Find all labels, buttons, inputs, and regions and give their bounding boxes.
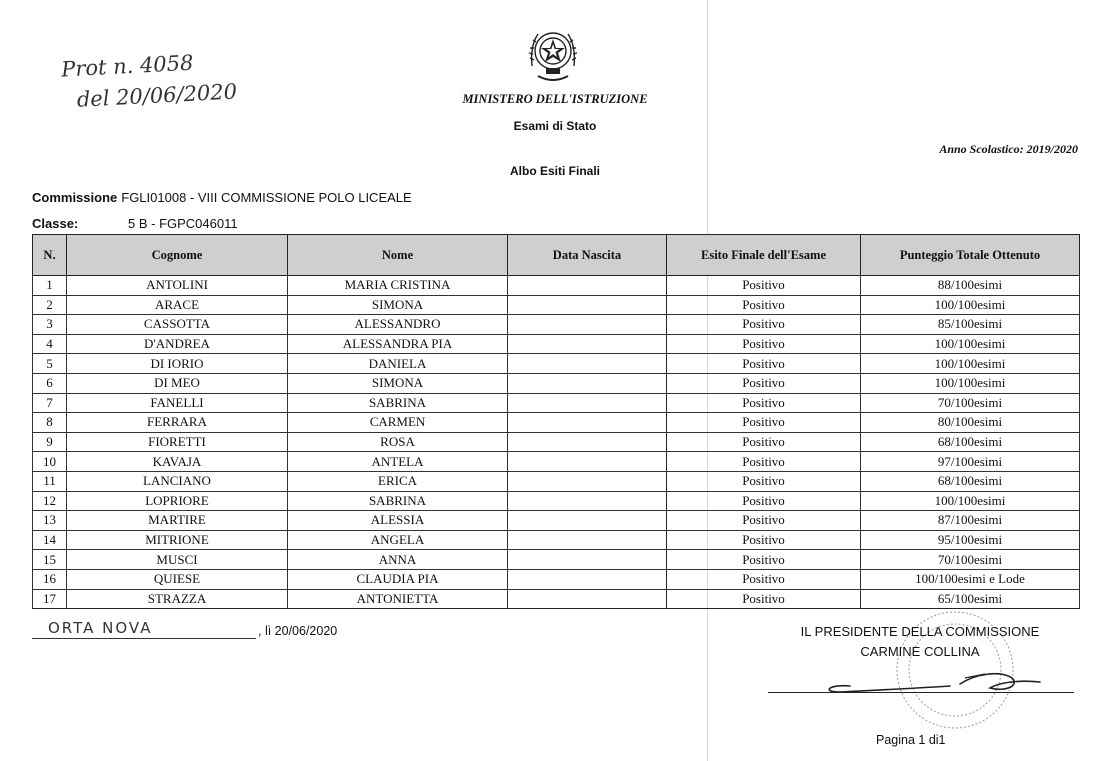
- cell-surname: MUSCI: [67, 550, 288, 570]
- cell-number: 12: [33, 491, 67, 511]
- cell-number: 1: [33, 276, 67, 296]
- italian-republic-emblem-icon: [526, 26, 580, 86]
- header-first-name: Nome: [288, 235, 508, 276]
- cell-final-result: Positivo: [667, 295, 861, 315]
- cell-total-score: 88/100esimi: [861, 276, 1080, 296]
- table-row: [33, 334, 1080, 354]
- commission-line: [32, 190, 412, 205]
- cell-final-result: Positivo: [667, 530, 861, 550]
- cell-first-name: ANNA: [288, 550, 508, 570]
- cell-number: 6: [33, 373, 67, 393]
- cell-total-score: 80/100esimi: [861, 413, 1080, 433]
- cell-final-result: Positivo: [667, 432, 861, 452]
- cell-total-score: 97/100esimi: [861, 452, 1080, 472]
- cell-number: 2: [33, 295, 67, 315]
- cell-first-name: ANGELA: [288, 530, 508, 550]
- page-number: Pagina 1 di1: [876, 733, 946, 747]
- table-row: [33, 452, 1080, 472]
- cell-number: 13: [33, 511, 67, 531]
- cell-first-name: ALESSANDRO: [288, 315, 508, 335]
- cell-birth-date: [508, 589, 667, 609]
- results-table: [32, 234, 1080, 609]
- cell-birth-date: [508, 530, 667, 550]
- cell-total-score: 100/100esimi: [861, 334, 1080, 354]
- cell-surname: CASSOTTA: [67, 315, 288, 335]
- cell-birth-date: [508, 471, 667, 491]
- cell-birth-date: [508, 452, 667, 472]
- cell-final-result: Positivo: [667, 354, 861, 374]
- cell-surname: FIORETTI: [67, 432, 288, 452]
- table-row: [33, 315, 1080, 335]
- cell-total-score: 70/100esimi: [861, 393, 1080, 413]
- cell-surname: MITRIONE: [67, 530, 288, 550]
- table-row: [33, 393, 1080, 413]
- signature-line: [768, 692, 1074, 693]
- cell-first-name: SABRINA: [288, 491, 508, 511]
- commission-value: FGLI01008 - VIII COMMISSIONE POLO LICEALE: [121, 190, 412, 205]
- protocol-number: Prot n. 4058: [60, 50, 194, 82]
- table-row: [33, 530, 1080, 550]
- president-title: IL PRESIDENTE DELLA COMMISSIONE: [800, 624, 1040, 639]
- cell-total-score: 100/100esimi: [861, 373, 1080, 393]
- signing-date: , lì 20/06/2020: [258, 624, 338, 638]
- president-block: [760, 622, 1080, 662]
- cell-number: 11: [33, 471, 67, 491]
- cell-number: 3: [33, 315, 67, 335]
- cell-surname: D'ANDREA: [67, 334, 288, 354]
- cell-number: 15: [33, 550, 67, 570]
- cell-birth-date: [508, 550, 667, 570]
- cell-number: 9: [33, 432, 67, 452]
- cell-surname: ARACE: [67, 295, 288, 315]
- cell-birth-date: [508, 569, 667, 589]
- cell-first-name: MARIA CRISTINA: [288, 276, 508, 296]
- cell-final-result: Positivo: [667, 276, 861, 296]
- cell-total-score: 100/100esimi: [861, 354, 1080, 374]
- cell-final-result: Positivo: [667, 589, 861, 609]
- table-row: [33, 569, 1080, 589]
- cell-total-score: 68/100esimi: [861, 471, 1080, 491]
- cell-final-result: Positivo: [667, 334, 861, 354]
- table-row: [33, 373, 1080, 393]
- table-row: [33, 471, 1080, 491]
- cell-number: 17: [33, 589, 67, 609]
- class-line: [32, 216, 238, 231]
- cell-surname: FANELLI: [67, 393, 288, 413]
- cell-surname: QUIESE: [67, 569, 288, 589]
- cell-first-name: SIMONA: [288, 373, 508, 393]
- cell-birth-date: [508, 393, 667, 413]
- header-final-result: Esito Finale dell'Esame: [667, 235, 861, 276]
- cell-final-result: Positivo: [667, 569, 861, 589]
- cell-birth-date: [508, 315, 667, 335]
- exam-title: Esami di Stato: [513, 119, 597, 133]
- cell-birth-date: [508, 511, 667, 531]
- ministry-title: MINISTERO DELL'ISTRUZIONE: [462, 92, 648, 106]
- cell-total-score: 100/100esimi: [861, 295, 1080, 315]
- cell-total-score: 87/100esimi: [861, 511, 1080, 531]
- handwritten-signature: [800, 660, 1060, 700]
- header-birth-date: Data Nascita: [508, 235, 667, 276]
- cell-final-result: Positivo: [667, 393, 861, 413]
- cell-final-result: Positivo: [667, 471, 861, 491]
- cell-number: 10: [33, 452, 67, 472]
- cell-surname: LOPRIORE: [67, 491, 288, 511]
- cell-total-score: 100/100esimi e Lode: [861, 569, 1080, 589]
- cell-first-name: ANTELA: [288, 452, 508, 472]
- cell-surname: KAVAJA: [67, 452, 288, 472]
- cell-birth-date: [508, 354, 667, 374]
- protocol-handwritten-note: [60, 45, 237, 116]
- protocol-date: del 20/06/2020: [76, 79, 238, 112]
- cell-total-score: 95/100esimi: [861, 530, 1080, 550]
- cell-first-name: ANTONIETTA: [288, 589, 508, 609]
- cell-first-name: ERICA: [288, 471, 508, 491]
- cell-number: 16: [33, 569, 67, 589]
- cell-number: 5: [33, 354, 67, 374]
- cell-total-score: 65/100esimi: [861, 589, 1080, 609]
- president-name: CARMINE COLLINA: [860, 644, 980, 659]
- cell-surname: STRAZZA: [67, 589, 288, 609]
- cell-final-result: Positivo: [667, 373, 861, 393]
- cell-surname: LANCIANO: [67, 471, 288, 491]
- cell-birth-date: [508, 491, 667, 511]
- cell-final-result: Positivo: [667, 550, 861, 570]
- cell-birth-date: [508, 413, 667, 433]
- header-surname: Cognome: [67, 235, 288, 276]
- cell-first-name: ALESSIA: [288, 511, 508, 531]
- class-label: Classe:: [32, 216, 79, 231]
- table-header-row: [33, 235, 1080, 276]
- cell-final-result: Positivo: [667, 315, 861, 335]
- list-title: Albo Esiti Finali: [509, 164, 600, 178]
- cell-final-result: Positivo: [667, 413, 861, 433]
- cell-surname: DI MEO: [67, 373, 288, 393]
- cell-total-score: 70/100esimi: [861, 550, 1080, 570]
- class-value: 5 B - FGPC046011: [128, 216, 238, 231]
- cell-birth-date: [508, 432, 667, 452]
- table-body: [33, 276, 1080, 609]
- cell-birth-date: [508, 334, 667, 354]
- cell-first-name: ALESSANDRA PIA: [288, 334, 508, 354]
- commission-label: Commissione: [32, 190, 118, 205]
- cell-total-score: 100/100esimi: [861, 491, 1080, 511]
- cell-final-result: Positivo: [667, 491, 861, 511]
- table-row: [33, 511, 1080, 531]
- school-year: Anno Scolastico: 2019/2020: [939, 142, 1078, 156]
- cell-number: 7: [33, 393, 67, 413]
- table-row: [33, 491, 1080, 511]
- cell-total-score: 85/100esimi: [861, 315, 1080, 335]
- table-row: [33, 413, 1080, 433]
- cell-birth-date: [508, 295, 667, 315]
- place-handwritten: ORTA NOVA: [48, 619, 153, 637]
- cell-birth-date: [508, 276, 667, 296]
- cell-first-name: ROSA: [288, 432, 508, 452]
- cell-final-result: Positivo: [667, 452, 861, 472]
- cell-surname: ANTOLINI: [67, 276, 288, 296]
- table-row: [33, 432, 1080, 452]
- cell-first-name: CLAUDIA PIA: [288, 569, 508, 589]
- cell-final-result: Positivo: [667, 511, 861, 531]
- header-total-score: Punteggio Totale Ottenuto: [861, 235, 1080, 276]
- cell-number: 8: [33, 413, 67, 433]
- table-row: [33, 295, 1080, 315]
- table-row: [33, 550, 1080, 570]
- cell-first-name: SABRINA: [288, 393, 508, 413]
- cell-surname: MARTIRE: [67, 511, 288, 531]
- cell-first-name: SIMONA: [288, 295, 508, 315]
- cell-number: 4: [33, 334, 67, 354]
- cell-total-score: 68/100esimi: [861, 432, 1080, 452]
- cell-first-name: CARMEN: [288, 413, 508, 433]
- cell-birth-date: [508, 373, 667, 393]
- header-number: N.: [33, 235, 67, 276]
- cell-first-name: DANIELA: [288, 354, 508, 374]
- table-row: [33, 276, 1080, 296]
- cell-number: 14: [33, 530, 67, 550]
- table-row: [33, 354, 1080, 374]
- cell-surname: DI IORIO: [67, 354, 288, 374]
- cell-surname: FERRARA: [67, 413, 288, 433]
